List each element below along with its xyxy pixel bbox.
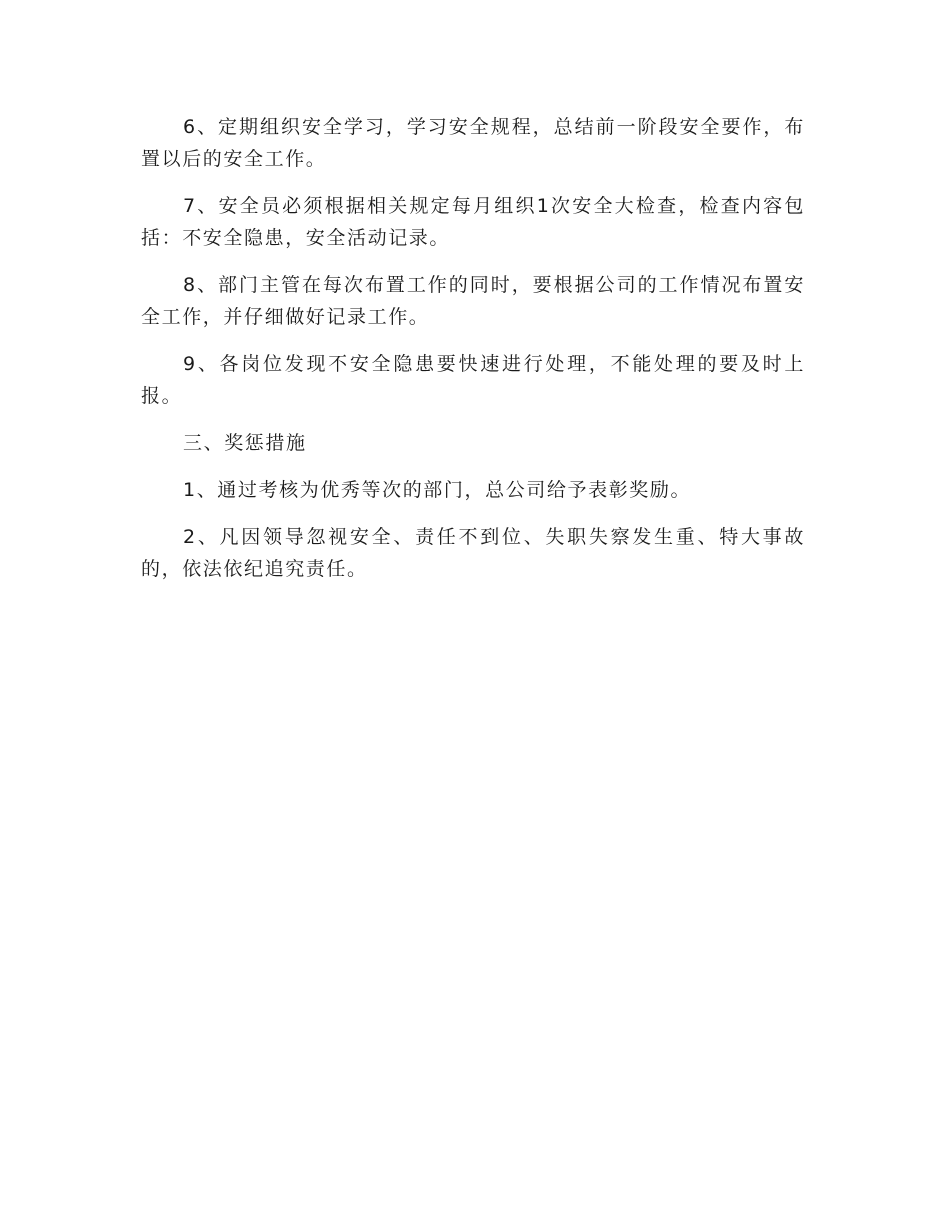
section-paragraph-2: 2、凡因领导忽视安全、责任不到位、失职失察发生重、特大事故的，依法依纪追究责任。 bbox=[141, 526, 805, 580]
paragraph-item-7: 7、安全员必须根据相关规定每月组织1次安全大检查，检查内容包括：不安全隐患，安全活动记录。 bbox=[141, 195, 805, 249]
section-paragraph-1: 1、通过考核为优秀等次的部门，总公司给予表彰奖励。 bbox=[183, 479, 692, 501]
paragraph-item-6: 6、定期组织安全学习，学习安全规程，总结前一阶段安全要作，布置以后的安全工作。 bbox=[141, 116, 805, 170]
paragraph-item-9: 9、各岗位发现不安全隐患要快速进行处理，不能处理的要及时上报。 bbox=[141, 353, 805, 407]
section-heading: 三、奖惩措施 bbox=[183, 432, 307, 454]
document-body bbox=[141, 111, 805, 600]
paragraph-item-8: 8、部门主管在每次布置工作的同时，要根据公司的工作情况布置安全工作，并仔细做好记录工作。 bbox=[141, 274, 805, 328]
